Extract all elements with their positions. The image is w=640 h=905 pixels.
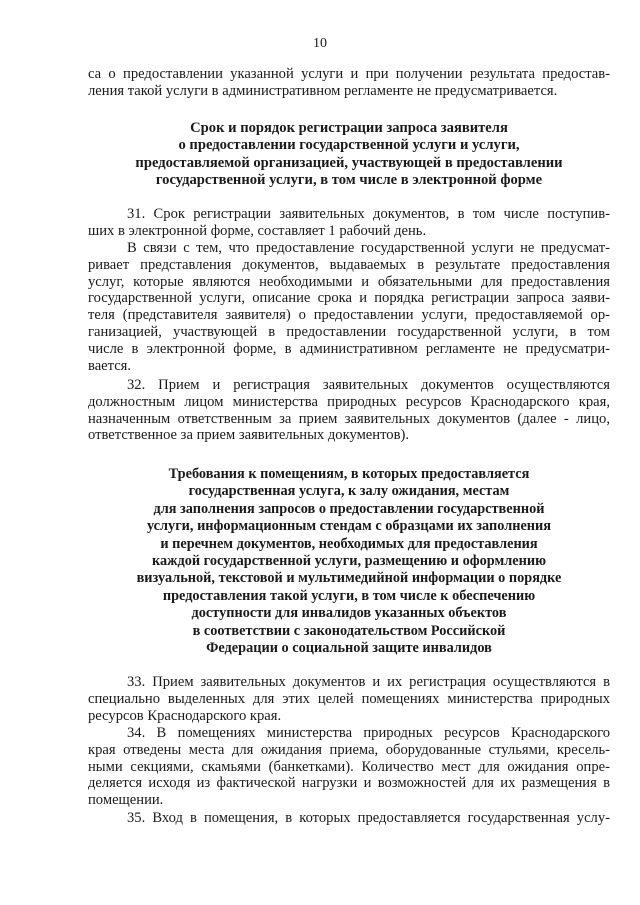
text-line: 32. Прием и регистрация заявительных документов осуществляются	[127, 377, 610, 393]
heading-line: услуги, информационным стендам с образцами их заполнения	[146, 518, 552, 535]
text-line: специально выделенных для этих целей помещениях министерства природных	[88, 690, 610, 707]
heading-line: каждой государственной услуги, размещению и оформлению	[151, 553, 547, 570]
text-line: государственной услуги, описание срока и порядка регистрации запроса заяви-	[88, 290, 610, 307]
text-line: услуг, которые являются необходимыми и обязательными для предоставления	[88, 273, 610, 290]
paragraph-34	[88, 725, 610, 809]
paragraph-continuation	[88, 66, 610, 100]
paragraph-31	[88, 206, 610, 240]
heading-line: предоставления такой услуги, в том числе к обеспечению	[162, 587, 536, 604]
text-line: ривает представления документов, выдаваемых в результате предоставления	[88, 256, 610, 273]
heading-line: предоставляемой организацией, участвующей в предоставлении	[135, 154, 563, 171]
text-line: ными секциями, скамьями (банкетками). Количество мест для ожидания опре-	[88, 758, 610, 775]
heading-line: о предоставлении государственной услуги и услуги,	[178, 137, 520, 154]
paragraph-32	[88, 377, 610, 444]
heading-line: доступности для инвалидов указанных объектов	[191, 605, 507, 622]
heading-line: Требования к помещениям, в которых предоставляется	[168, 466, 530, 482]
paragraph-in-connection	[88, 240, 610, 374]
text-line: вается.	[88, 357, 132, 374]
section-heading-premises	[88, 466, 610, 657]
page-number: 10	[313, 36, 327, 51]
text-line: са о предоставлении указанной услуги и при получении результата предостав-	[88, 66, 610, 82]
heading-line: Срок и порядок регистрации запроса заявителя	[190, 120, 508, 136]
paragraph-35	[88, 810, 610, 827]
text-line: ответственное за прием заявительных документов).	[88, 427, 409, 444]
text-line: 33. Прием заявительных документов и их регистрация осуществляются в	[127, 674, 610, 690]
heading-line: для заполнения запросов о предоставлении государственной	[153, 500, 545, 517]
text-line: края отведены места для ожидания приема, оборудованные стульями, кресель-	[88, 741, 610, 758]
text-line: ганизацией, участвующей в предоставлении государственной услуги, в том	[88, 323, 610, 340]
heading-line: визуальной, текстовой и мультимедийной информации о порядке	[136, 570, 562, 587]
text-line: числе в электронной форме, в административном регламенте не предусматри-	[88, 340, 610, 357]
text-line: назначенным ответственным за прием заявительных документов (далее - лицо,	[88, 410, 610, 427]
heading-line: в соответствии с законодательством Российской	[192, 622, 506, 639]
text-line: ших в электронной форме, составляет 1 рабочий день.	[88, 222, 427, 239]
heading-line: государственная услуга, к залу ожидания, местам	[188, 483, 510, 500]
paragraph-33	[88, 674, 610, 724]
text-line: В связи с тем, что предоставление государственной услуги не предусмат-	[127, 240, 610, 256]
text-line: ресурсов Краснодарского края.	[88, 707, 282, 724]
heading-line: Федерации о социальной защите инвалидов	[206, 640, 492, 657]
text-line: деляется исходя из фактической нагрузки и возможностей для их размещения в	[88, 775, 610, 792]
heading-line: и перечнем документов, необходимых для предоставления	[160, 535, 538, 552]
text-line: 35. Вход в помещения, в которых предоставляется государственная услу-	[127, 810, 610, 826]
text-line: помещении.	[88, 792, 164, 809]
heading-line: государственной услуги, в том числе в электронной форме	[155, 172, 543, 189]
section-heading-registration	[88, 120, 610, 190]
text-line: теля (представителя заявителя) о предоставлении услуги, предоставляемой ор-	[88, 307, 610, 324]
text-line: должностным лицом министерства природных ресурсов Краснодарского края,	[88, 393, 610, 410]
text-line: ления такой услуги в административном регламенте не предусматривается.	[88, 82, 558, 99]
text-line: 31. Срок регистрации заявительных документов, в том числе поступив-	[127, 206, 610, 222]
text-line: 34. В помещениях министерства природных ресурсов Краснодарского	[127, 725, 610, 741]
